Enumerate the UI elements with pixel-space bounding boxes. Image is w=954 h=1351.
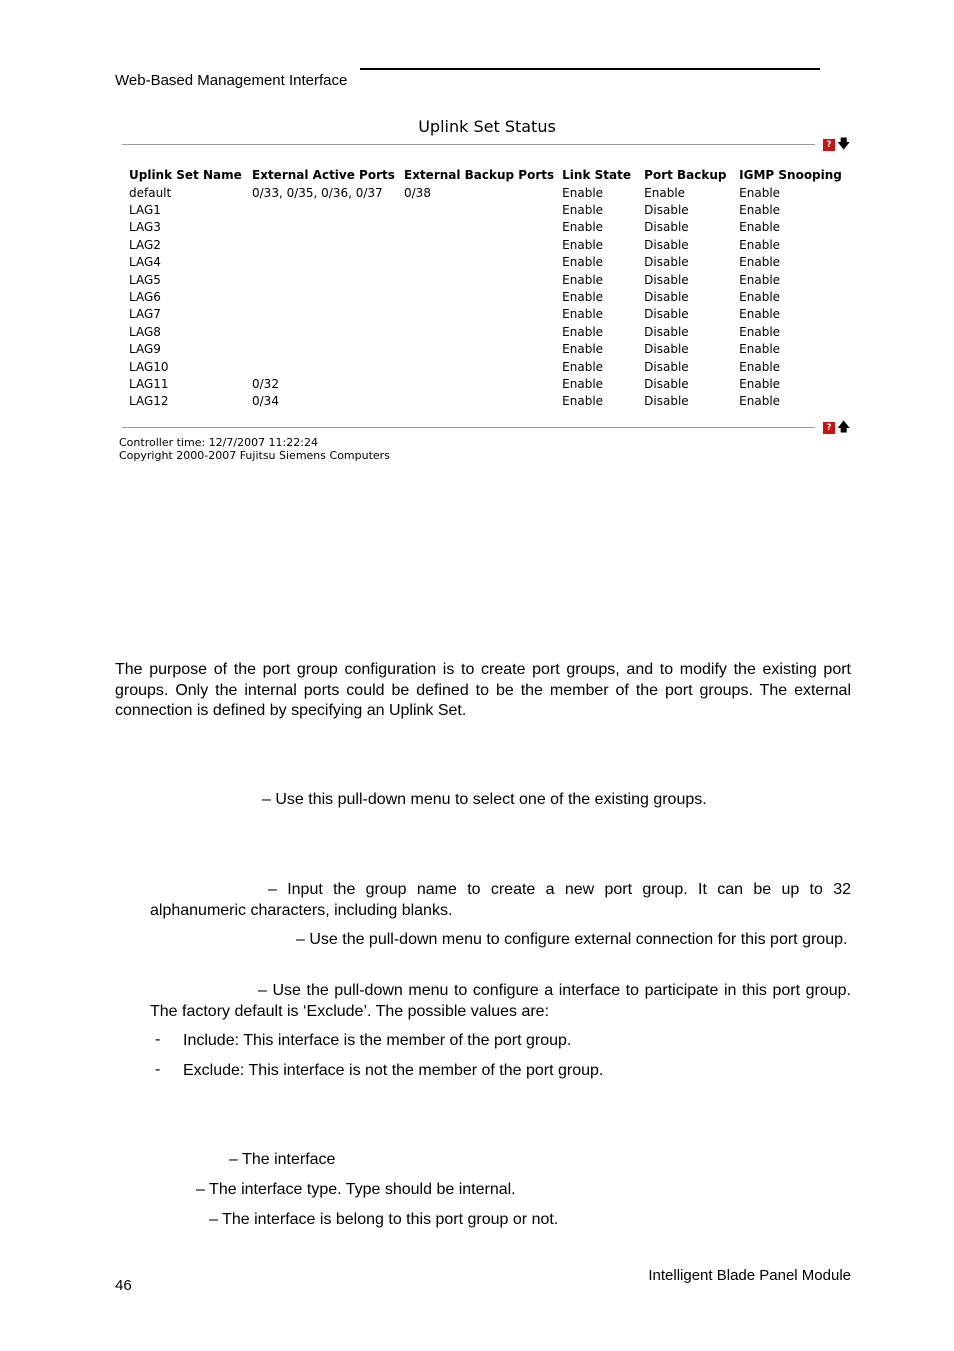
cell-igmp-snooping: Enable [739,237,781,252]
cell-backup-ports [400,323,558,340]
cell-link-state: Enable [562,272,604,287]
cell-link-state: Enable [562,290,604,305]
cell-link-state: Enable [562,185,604,200]
uplink-description: – Use the pull-down menu to configure external connection for this port group. [296,931,848,948]
cell-igmp-snooping: Enable [739,220,781,235]
cell-active-ports [248,288,400,305]
table-row [125,254,846,271]
bullet-dash-exclude: - [155,1061,161,1078]
cell-name: LAG10 [129,359,169,374]
cell-port-backup: Disable [644,324,689,339]
cell-backup-ports [400,219,558,236]
cell-port-backup: Disable [644,203,689,218]
cell-link-state: Enable [562,342,604,357]
cell-igmp-snooping: Enable [739,376,781,391]
cell-port-backup: Disable [644,220,689,235]
cell-name: LAG11 [129,376,169,391]
cell-active-ports [248,341,400,358]
column-header-port-backup: Port Backup [644,168,727,182]
up-arrow-icon[interactable]: 🡅 [837,420,851,435]
cell-port-backup: Disable [644,255,689,270]
bullet-include: Include: This interface is the member of the port group. [183,1032,572,1049]
cell-igmp-snooping: Enable [739,342,781,357]
cell-backup-ports [400,271,558,288]
cell-active-ports [248,323,400,340]
cell-active-ports [248,201,400,218]
table-row [125,201,846,218]
column-header-igmp-snooping: IGMP Snooping [739,168,842,182]
cell-active-ports [248,219,400,236]
cell-link-state: Enable [562,220,604,235]
purpose-paragraph: The purpose of the port group configuration is to create port groups, and to modify the existing port groups. Only the internal ports could be defined to be the member of the port groups. The external connection is defined by specifying an Uplink Set. [115,661,851,719]
bottom-divider [122,427,815,428]
cell-active-ports [248,358,400,375]
column-header-link-state: Link State [562,168,631,182]
table-row [125,184,846,201]
uplink-status-table [125,166,846,410]
name-description: – Input the group name to create a new port group. It can be up to 32 alphanumeric characters, including blanks. [150,881,851,919]
cell-port-backup: Disable [644,394,689,409]
cell-igmp-snooping: Enable [739,185,781,200]
down-arrow-icon[interactable]: 🡇 [837,137,851,152]
cell-backup-ports [400,393,558,410]
cell-active-ports [248,271,400,288]
cell-igmp-snooping: Enable [739,324,781,339]
cell-link-state: Enable [562,237,604,252]
cell-igmp-snooping: Enable [739,290,781,305]
table-row [125,358,846,375]
cell-name: LAG3 [129,220,161,235]
table-row [125,236,846,253]
uplink-status-title: Uplink Set Status [418,117,556,136]
member-description: – Use the pull-down menu to configure a interface to participate in this port group. The factory default is ‘Exclude’. The possible values are: [150,982,851,1020]
cell-active-ports: 0/33, 0/35, 0/36, 0/37 [252,185,383,200]
cell-link-state: Enable [562,307,604,322]
belong-description: – The interface is belong to this port group or not. [209,1211,559,1228]
cell-backup-ports: 0/38 [404,185,431,200]
table-header-row [125,166,846,184]
help-icon-bottom[interactable]: ? [823,422,835,434]
table-row [125,341,846,358]
cell-active-ports [248,254,400,271]
cell-name: LAG2 [129,237,161,252]
cell-port-backup: Disable [644,342,689,357]
cell-name: LAG5 [129,272,161,287]
cell-port-backup: Disable [644,307,689,322]
cell-name: LAG7 [129,307,161,322]
cell-igmp-snooping: Enable [739,203,781,218]
top-divider [122,144,815,145]
cell-port-backup: Disable [644,359,689,374]
cell-active-ports: 0/34 [252,394,279,409]
controller-time: Controller time: 12/7/2007 11:22:24 [119,436,318,449]
cell-link-state: Enable [562,324,604,339]
page-number: 46 [115,1277,132,1294]
help-icon-top[interactable]: ? [823,139,835,151]
table-row [125,375,846,392]
bullet-exclude: Exclude: This interface is not the member of the port group. [183,1062,604,1079]
cell-backup-ports [400,375,558,392]
table-row [125,393,846,410]
cell-name: LAG12 [129,394,169,409]
cell-igmp-snooping: Enable [739,307,781,322]
cell-active-ports: 0/32 [252,376,279,391]
bullet-dash-include: - [155,1031,161,1048]
cell-backup-ports [400,358,558,375]
header-title: Web-Based Management Interface [115,72,348,89]
cell-igmp-snooping: Enable [739,272,781,287]
cell-link-state: Enable [562,376,604,391]
cell-name: LAG4 [129,255,161,270]
footer-product: Intelligent Blade Panel Module [648,1267,851,1284]
header-rule [360,68,820,70]
column-header-uplink-set-name: Uplink Set Name [129,168,242,182]
table-row [125,306,846,323]
cell-backup-ports [400,288,558,305]
cell-name: LAG6 [129,290,161,305]
cell-link-state: Enable [562,359,604,374]
interface-description: – The interface [229,1151,336,1168]
column-header-external-backup-ports: External Backup Ports [404,168,555,182]
cell-name: default [129,185,172,200]
cell-igmp-snooping: Enable [739,359,781,374]
table-row [125,288,846,305]
cell-name: LAG8 [129,324,161,339]
cell-port-backup: Disable [644,290,689,305]
cell-port-backup: Disable [644,272,689,287]
copyright-text: Copyright 2000-2007 Fujitsu Siemens Computers [119,449,390,462]
cell-backup-ports [400,306,558,323]
cell-backup-ports [400,236,558,253]
cell-port-backup: Disable [644,237,689,252]
cell-backup-ports [400,254,558,271]
type-description: – The interface type. Type should be internal. [196,1181,516,1198]
uplink-status-screenshot [117,116,851,466]
column-header-external-active-ports: External Active Ports [252,168,395,182]
cell-igmp-snooping: Enable [739,394,781,409]
cell-active-ports [248,306,400,323]
cell-backup-ports [400,341,558,358]
cell-port-backup: Enable [644,185,686,200]
cell-name: LAG9 [129,342,161,357]
table-row [125,219,846,236]
cell-link-state: Enable [562,255,604,270]
cell-link-state: Enable [562,203,604,218]
cell-backup-ports [400,201,558,218]
select-description: – Use this pull-down menu to select one of the existing groups. [262,791,707,808]
cell-port-backup: Disable [644,376,689,391]
cell-igmp-snooping: Enable [739,255,781,270]
cell-link-state: Enable [562,394,604,409]
table-row [125,271,846,288]
cell-name: LAG1 [129,203,161,218]
table-row [125,323,846,340]
cell-active-ports [248,236,400,253]
